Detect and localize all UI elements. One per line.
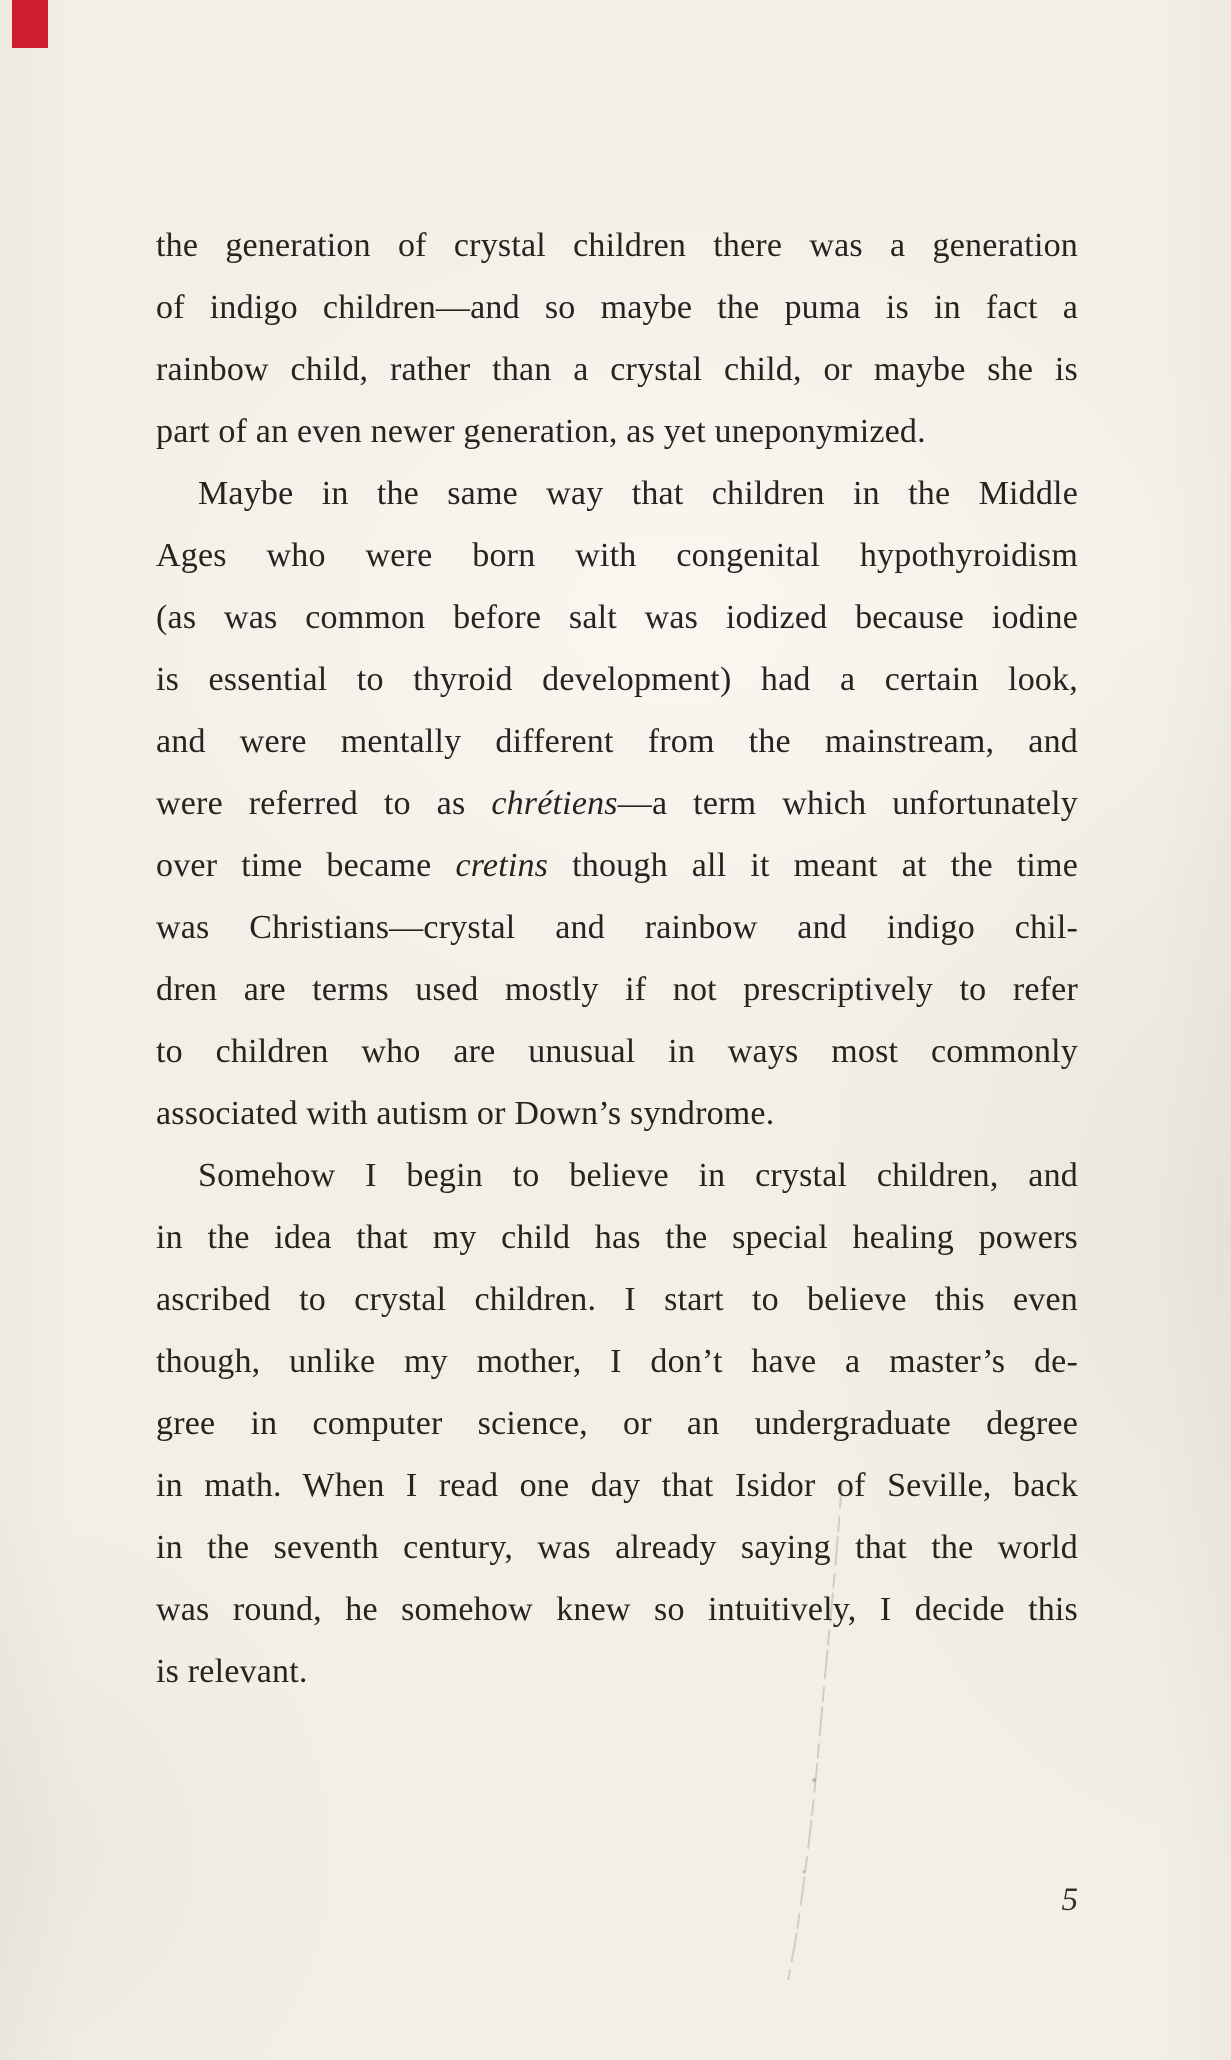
text-run: to children who are unusual in ways most commonly: [156, 1033, 1078, 1070]
text-run: was Christians—crystal and rainbow and indigo chil-: [156, 909, 1078, 946]
text-run: over time became: [156, 847, 456, 884]
page-number: 5: [1061, 1882, 1078, 1918]
text-run: Ages who were born with congenital hypothyroidism: [156, 537, 1078, 574]
text-line: [156, 773, 1078, 835]
text-run: though, unlike my mother, I don’t have a master’s de-: [156, 1343, 1078, 1380]
text-run: in the idea that my child has the special healing powers: [156, 1219, 1078, 1256]
text-line: [156, 339, 1078, 401]
text-run: of indigo children—and so maybe the puma is in fact a: [156, 289, 1078, 326]
text-line: [156, 1517, 1078, 1579]
text-run: in math. When I read one day that Isidor of Seville, back: [156, 1467, 1078, 1504]
text-line: [156, 711, 1078, 773]
text-run: gree in computer science, or an undergraduate degree: [156, 1405, 1078, 1442]
text-run: part of an even newer generation, as yet uneponymized.: [156, 413, 926, 450]
text-run: (as was common before salt was iodized because iodine: [156, 599, 1078, 636]
text-line: [156, 1579, 1078, 1641]
text-line: [156, 835, 1078, 897]
text-run: was round, he somehow knew so intuitively, I decide this: [156, 1591, 1078, 1628]
text-line: [156, 1455, 1078, 1517]
italic-text-run: cretins: [455, 847, 549, 884]
text-line: [156, 1145, 1078, 1207]
text-line: [156, 1021, 1078, 1083]
text-run: —a term which unfortunately: [617, 785, 1078, 822]
text-line: [156, 649, 1078, 711]
text-block: [156, 215, 1078, 1703]
text-line: [156, 897, 1078, 959]
text-line: [156, 215, 1078, 277]
text-run: in the seventh century, was already saying that the world: [156, 1529, 1078, 1566]
text-run: ascribed to crystal children. I start to believe this even: [156, 1281, 1078, 1318]
text-run: associated with autism or Down’s syndrome.: [156, 1095, 775, 1132]
red-bookmark-tab: [12, 0, 48, 48]
text-run: though all it meant at the time: [548, 847, 1078, 884]
text-run: Somehow I begin to believe in crystal children, and: [198, 1157, 1078, 1194]
text-run: rainbow child, rather than a crystal child, or maybe she is: [156, 351, 1078, 388]
text-run: the generation of crystal children there was a generation: [156, 227, 1078, 264]
text-line: [156, 277, 1078, 339]
text-run: is essential to thyroid development) had a certain look,: [156, 661, 1078, 698]
text-line: [156, 1331, 1078, 1393]
italic-text-run: chrétiens: [491, 785, 618, 822]
text-line: [156, 1393, 1078, 1455]
text-line: [156, 1207, 1078, 1269]
text-line: [156, 1641, 1078, 1703]
text-run: dren are terms used mostly if not prescriptively to refer: [156, 971, 1078, 1008]
text-run: and were mentally different from the mainstream, and: [156, 723, 1078, 760]
text-run: is relevant.: [156, 1653, 308, 1690]
text-line: [156, 959, 1078, 1021]
text-line: [156, 463, 1078, 525]
text-line: [156, 1269, 1078, 1331]
text-line: [156, 587, 1078, 649]
text-line: [156, 1083, 1078, 1145]
text-run: were referred to as: [156, 785, 492, 822]
text-run: Maybe in the same way that children in the Middle: [198, 475, 1078, 512]
text-line: [156, 525, 1078, 587]
text-line: [156, 401, 1078, 463]
